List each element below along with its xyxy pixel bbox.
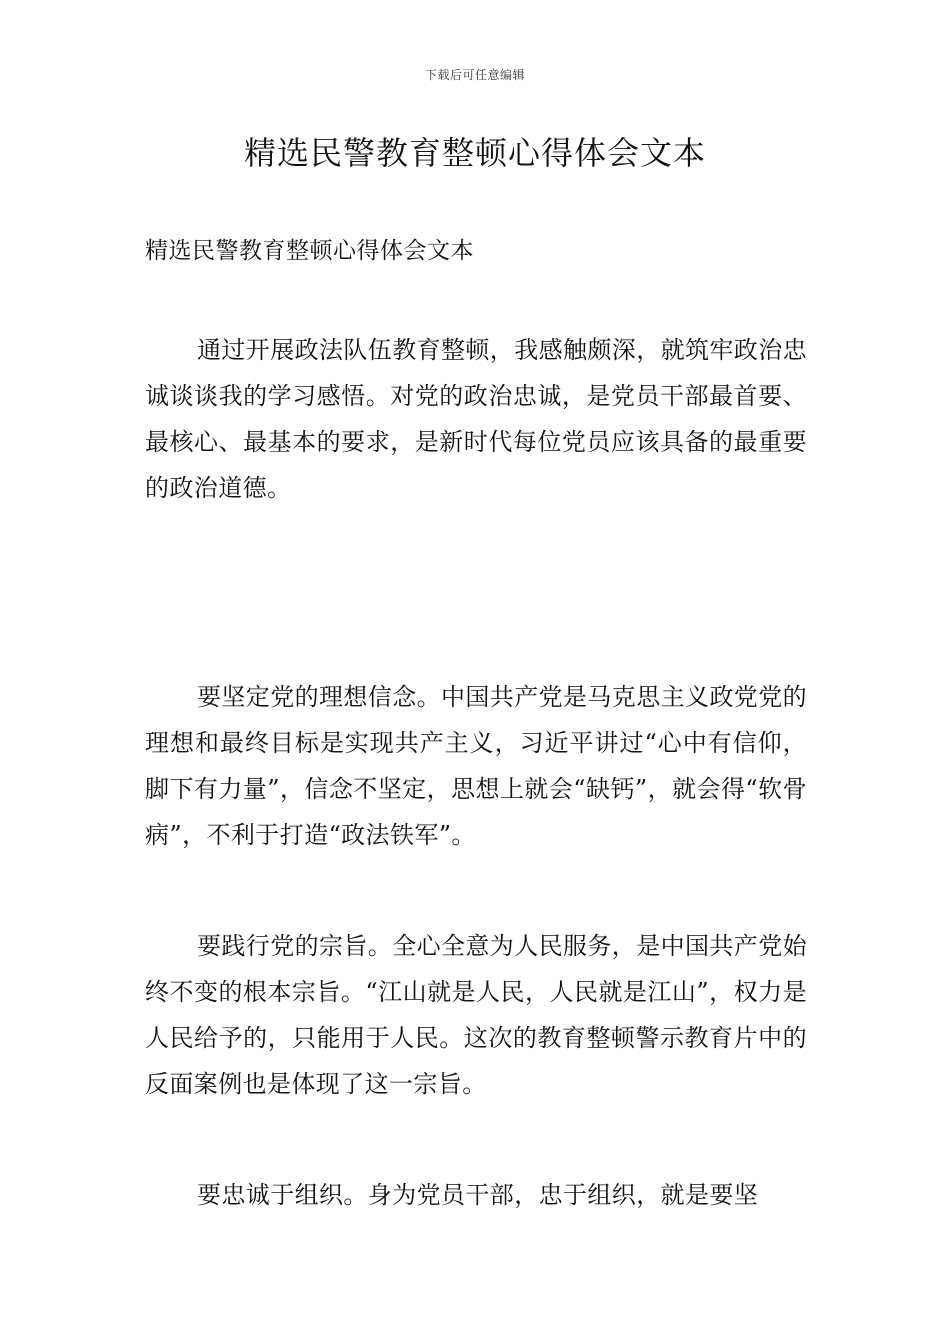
header-note: 下载后可任意编辑: [424, 68, 525, 82]
page-title: 精选民警教育整顿心得体会文本: [243, 134, 706, 172]
paragraph-purpose: 要践行党的宗旨。全心全意为人民服务，是中国共产党始终不变的根本宗旨。“江山就是人民，人民就是江山”，权力是人民给予的，只能用于人民。这次的教育整顿警示教育片中的反面案例也是体现了这一宗旨。: [145, 932, 807, 1098]
paragraph-ideals: 要坚定党的理想信念。中国共产党是马克思主义政党党的理想和最终目标是实现共产主义，习近平讲过“心中有信仰，脚下有力量”，信念不坚定，思想上就会“缺钙”，就会得“软骨病”，不利于打造“政法铁军”。: [145, 683, 807, 849]
paragraph-intro: 通过开展政法队伍教育整顿，我感触颇深，就筑牢政治忠诚谈谈我的学习感悟。对党的政治忠诚，是党员干部最首要、最核心、最基本的要求，是新时代每位党员应该具备的最重要的政治道德。: [145, 336, 807, 502]
paragraph-loyalty: 要忠诚于组织。身为党员干部，忠于组织，就是要坚: [197, 1181, 759, 1209]
document-subtitle: 精选民警教育整顿心得体会文本: [145, 238, 474, 264]
